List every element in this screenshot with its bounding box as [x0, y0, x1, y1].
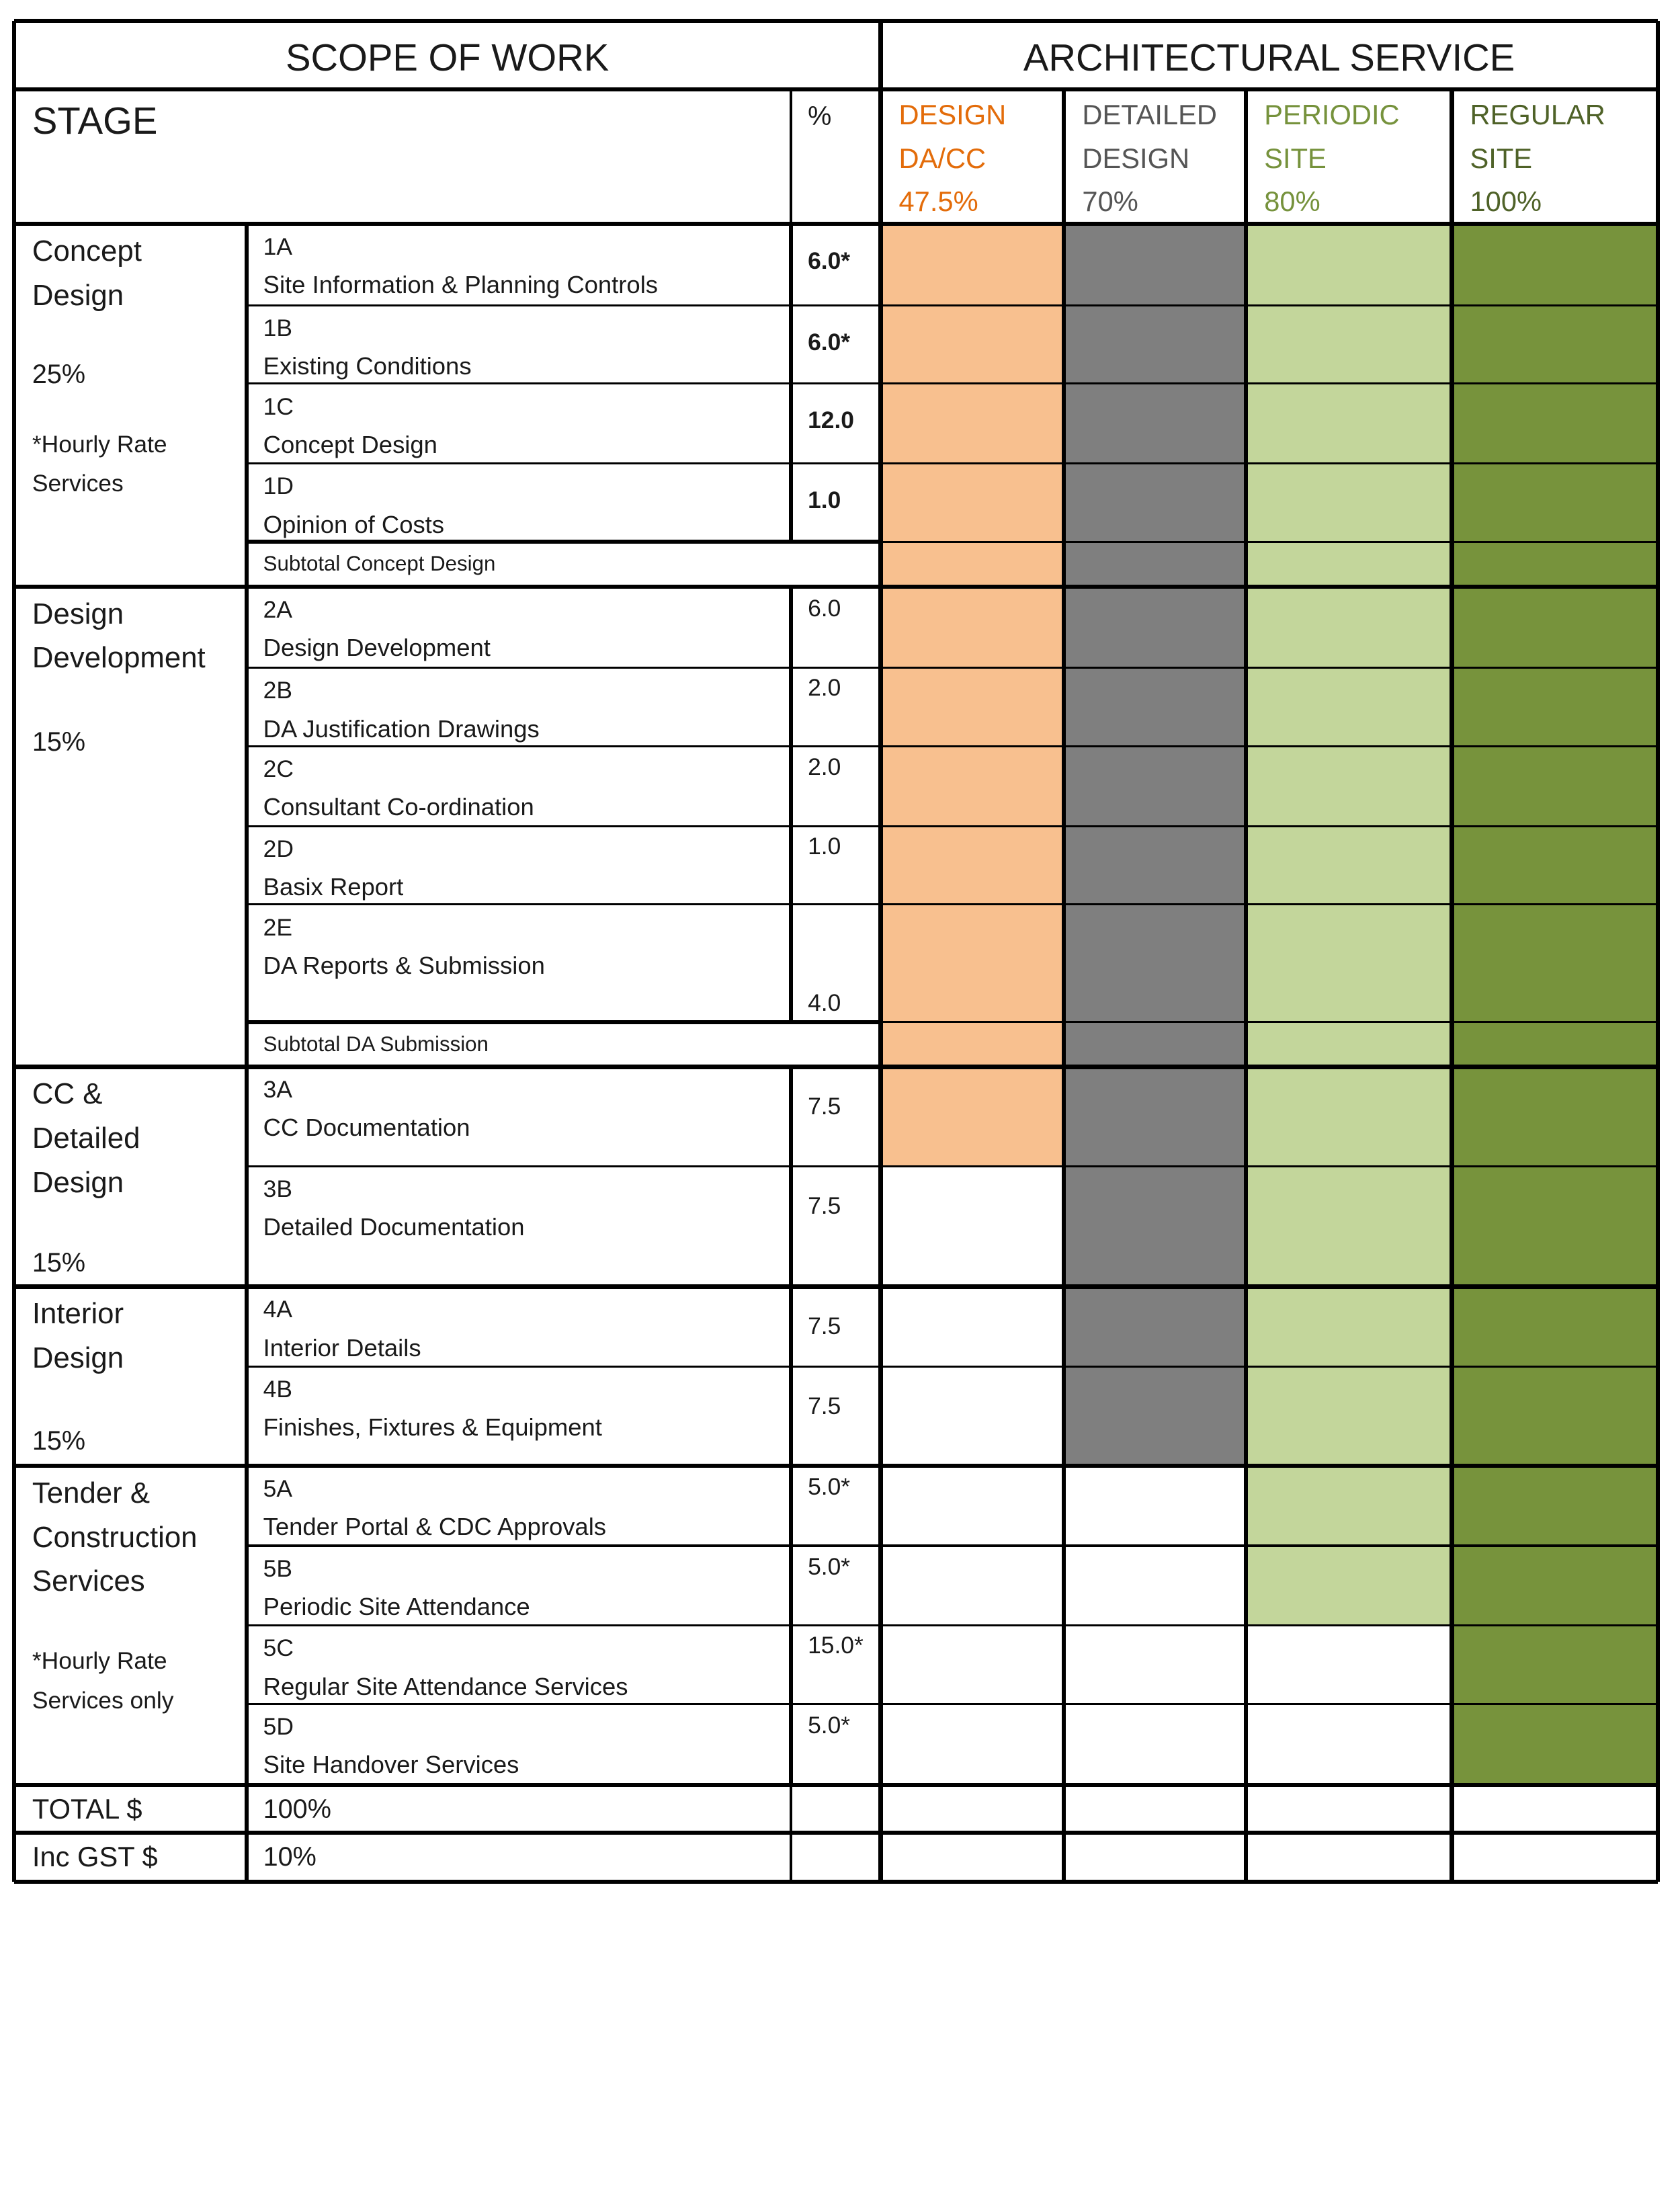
service-fill-4: [1452, 1546, 1657, 1626]
grid-line: [247, 745, 881, 747]
grid-line: [880, 1021, 1657, 1023]
item-name: DA Justification Drawings: [263, 714, 540, 743]
service-fill-3: [1246, 1067, 1452, 1167]
service-fill-3: [1246, 305, 1452, 384]
item-name: Concept Design: [263, 430, 437, 458]
service-fill-1: [880, 224, 1064, 305]
service-fill-3: [1246, 1366, 1452, 1466]
service-fill-2: [1064, 668, 1246, 747]
grid-line: [880, 1066, 1657, 1068]
service-fill-2: [1064, 1022, 1246, 1067]
service-fill-2: [1064, 224, 1246, 305]
stage-name: Design: [32, 1341, 124, 1374]
service-fill-2: [1064, 746, 1246, 826]
service-fill-3: [1246, 464, 1452, 542]
item-percent: 4.0: [808, 989, 841, 1016]
item-name: Site Information & Planning Controls: [263, 271, 659, 299]
grid-line: [880, 903, 1657, 905]
service-percent: 70%: [1082, 185, 1138, 218]
service-fill-4: [1452, 746, 1657, 826]
service-percent: 100%: [1470, 185, 1542, 218]
grid-line: [878, 21, 882, 1882]
item-code: 1B: [263, 314, 292, 341]
grid-line: [247, 1703, 881, 1705]
grid-line: [1062, 89, 1066, 1882]
service-fill-3: [1246, 542, 1452, 587]
item-percent: 6.0*: [808, 247, 851, 274]
grid-line: [880, 1165, 1657, 1167]
item-code: 3A: [263, 1076, 292, 1104]
service-name-line1: DESIGN: [898, 99, 1007, 130]
grid-line: [14, 222, 1658, 226]
stage-percent: 15%: [32, 1426, 86, 1456]
total-value: 100%: [263, 1794, 331, 1824]
service-fill-2: [1064, 1366, 1246, 1466]
total-label: TOTAL $: [32, 1792, 142, 1825]
item-code: 4A: [263, 1296, 292, 1323]
item-percent: 6.0*: [808, 328, 851, 356]
service-fill-4: [1452, 1166, 1657, 1286]
stage-note: Services only: [32, 1686, 174, 1714]
service-fill-2: [1064, 464, 1246, 542]
stage-note: *Hourly Rate: [32, 1647, 167, 1675]
grid-line: [789, 1067, 793, 1287]
grid-line: [247, 903, 881, 905]
service-fill-4: [1452, 1704, 1657, 1785]
stage-name: CC &: [32, 1077, 103, 1111]
service-fill-2: [1064, 542, 1246, 587]
service-percent: 80%: [1264, 185, 1320, 218]
service-fill-1: [880, 1067, 1064, 1167]
item-name: Basix Report: [263, 873, 404, 901]
grid-line: [880, 541, 1657, 543]
total-label: Inc GST $: [32, 1840, 158, 1872]
grid-line: [14, 1783, 1658, 1787]
grid-line: [14, 1880, 1658, 1884]
item-name: Existing Conditions: [263, 352, 472, 380]
service-fill-4: [1452, 1626, 1657, 1704]
item-name: Regular Site Attendance Services: [263, 1672, 628, 1700]
item-code: 2D: [263, 835, 294, 862]
service-fill-1: [880, 746, 1064, 826]
grid-line: [247, 667, 881, 669]
stage-name: Construction: [32, 1520, 198, 1554]
grid-line: [247, 382, 881, 384]
service-fill-3: [1246, 905, 1452, 1022]
stage-percent: 15%: [32, 727, 86, 757]
item-code: 1C: [263, 392, 294, 420]
grid-line: [245, 224, 249, 1882]
item-percent: 1.0: [808, 832, 841, 860]
item-percent: 2.0: [808, 753, 841, 780]
grid-line: [247, 462, 881, 464]
service-fill-2: [1064, 826, 1246, 905]
grid-line: [247, 1366, 881, 1368]
grid-line: [1244, 89, 1248, 1882]
stage-name: Tender &: [32, 1477, 151, 1509]
item-code: 4B: [263, 1376, 292, 1403]
service-fill-3: [1246, 384, 1452, 464]
grid-line: [247, 825, 881, 827]
stage-percent: 25%: [32, 359, 86, 389]
service-fill-4: [1452, 542, 1657, 587]
grid-line: [247, 304, 881, 306]
grid-line: [12, 21, 16, 1882]
item-name: Periodic Site Attendance: [263, 1592, 530, 1620]
service-name-line2: SITE: [1264, 142, 1327, 174]
service-fill-2: [1064, 305, 1246, 384]
service-fill-1: [880, 542, 1064, 587]
service-fill-3: [1246, 1166, 1452, 1286]
item-name: Tender Portal & CDC Approvals: [263, 1513, 607, 1541]
service-fill-1: [880, 384, 1064, 464]
grid-line: [880, 585, 1657, 587]
stage-name: Design: [32, 1165, 124, 1199]
service-name-line2: SITE: [1470, 142, 1533, 174]
stage-name: Design: [32, 597, 124, 630]
grid-line: [1656, 21, 1660, 1882]
item-name: Detailed Documentation: [263, 1213, 525, 1241]
item-name: Design Development: [263, 633, 491, 661]
item-code: 1A: [263, 233, 292, 260]
grid-line: [789, 587, 793, 1022]
item-code: 3B: [263, 1175, 292, 1203]
grid-line: [880, 745, 1657, 747]
stage-name: Concept: [32, 235, 142, 268]
service-fill-3: [1246, 1546, 1452, 1626]
grid-line: [247, 540, 881, 544]
total-value: 10%: [263, 1841, 317, 1872]
grid-line: [14, 19, 1658, 23]
service-fill-4: [1452, 224, 1657, 305]
architectural-service-title: ARCHITECTURAL SERVICE: [1023, 36, 1515, 79]
item-code: 2B: [263, 677, 292, 704]
service-fill-4: [1452, 587, 1657, 668]
grid-line: [14, 1464, 1658, 1468]
service-fill-1: [880, 587, 1064, 668]
grid-line: [880, 1544, 1657, 1546]
service-percent: 47.5%: [898, 185, 978, 218]
stage-note: Services: [32, 470, 124, 497]
grid-line: [880, 825, 1657, 827]
grid-line: [880, 1703, 1657, 1705]
item-name: Opinion of Costs: [263, 510, 445, 538]
item-name: Interior Details: [263, 1333, 421, 1362]
item-percent: 7.5: [808, 1192, 841, 1220]
service-fill-4: [1452, 1287, 1657, 1367]
stage-name: Detailed: [32, 1121, 140, 1155]
subtotal-label: Subtotal DA Submission: [263, 1032, 489, 1056]
item-name: CC Documentation: [263, 1114, 470, 1142]
service-fill-3: [1246, 826, 1452, 905]
service-fill-1: [880, 905, 1064, 1022]
service-fill-3: [1246, 1022, 1452, 1067]
service-fill-1: [880, 305, 1064, 384]
service-fill-4: [1452, 464, 1657, 542]
grid-line: [14, 87, 1658, 91]
service-fill-2: [1064, 1287, 1246, 1367]
subtotal-label: Subtotal Concept Design: [263, 551, 496, 575]
service-fill-3: [1246, 668, 1452, 747]
service-fill-4: [1452, 384, 1657, 464]
service-fill-4: [1452, 1067, 1657, 1167]
grid-line: [14, 1831, 1658, 1835]
service-fill-2: [1064, 587, 1246, 668]
item-code: 2C: [263, 755, 294, 783]
service-fill-4: [1452, 1022, 1657, 1067]
service-fill-4: [1452, 905, 1657, 1022]
grid-line: [14, 1284, 1658, 1288]
service-fill-1: [880, 826, 1064, 905]
item-code: 5B: [263, 1554, 292, 1582]
service-fill-1: [880, 668, 1064, 747]
item-code: 2A: [263, 595, 292, 623]
grid-line: [1450, 89, 1454, 1882]
stage-percent: 15%: [32, 1248, 86, 1278]
service-fill-4: [1452, 668, 1657, 747]
stage-name: Design: [32, 278, 124, 312]
grid-line: [880, 1366, 1657, 1368]
stage-name: Services: [32, 1565, 145, 1598]
service-fill-4: [1452, 1366, 1657, 1466]
item-code: 5A: [263, 1474, 292, 1502]
item-code: 2E: [263, 913, 292, 941]
stage-header: STAGE: [32, 99, 158, 142]
stage-name: Interior: [32, 1297, 124, 1331]
service-name-line1: PERIODIC: [1264, 99, 1400, 130]
grid-line: [789, 1287, 793, 1466]
service-fill-2: [1064, 1067, 1246, 1167]
scope-of-work-title: SCOPE OF WORK: [285, 36, 610, 79]
service-fill-3: [1246, 746, 1452, 826]
service-fill-4: [1452, 826, 1657, 905]
grid-line: [790, 89, 792, 224]
item-code: 5C: [263, 1634, 294, 1662]
grid-line: [880, 462, 1657, 464]
item-percent: 6.0: [808, 594, 841, 622]
service-fill-2: [1064, 905, 1246, 1022]
item-percent: 5.0*: [808, 1712, 851, 1739]
stage-note: *Hourly Rate: [32, 430, 167, 458]
service-fill-1: [880, 464, 1064, 542]
service-name-line2: DESIGN: [1082, 142, 1190, 174]
service-fill-2: [1064, 384, 1246, 464]
item-percent: 2.0: [808, 674, 841, 702]
grid-line: [880, 382, 1657, 384]
item-percent: 7.5: [808, 1313, 841, 1340]
service-name-line1: REGULAR: [1470, 99, 1605, 130]
grid-line: [880, 1624, 1657, 1626]
grid-line: [880, 667, 1657, 669]
grid-line: [247, 1165, 881, 1167]
grid-line: [247, 1544, 881, 1546]
item-code: 5D: [263, 1713, 294, 1741]
item-name: Finishes, Fixtures & Equipment: [263, 1413, 602, 1442]
item-percent: 5.0*: [808, 1552, 851, 1580]
item-percent: 12.0: [808, 407, 854, 434]
item-name: Site Handover Services: [263, 1751, 519, 1779]
item-percent: 7.5: [808, 1393, 841, 1419]
service-fill-2: [1064, 1166, 1246, 1286]
service-name-line1: DETAILED: [1082, 99, 1218, 130]
grid-line: [880, 304, 1657, 306]
item-percent: 7.5: [808, 1093, 841, 1120]
service-fill-3: [1246, 224, 1452, 305]
service-fill-4: [1452, 1466, 1657, 1546]
stage-name: Development: [32, 641, 206, 675]
grid-line: [247, 1020, 881, 1024]
percent-header: %: [808, 101, 832, 132]
item-percent: 15.0*: [808, 1632, 864, 1659]
service-fill-4: [1452, 305, 1657, 384]
service-fill-3: [1246, 1466, 1452, 1546]
service-fill-3: [1246, 1287, 1452, 1367]
grid-line: [247, 1624, 881, 1626]
item-percent: 5.0*: [808, 1472, 851, 1500]
item-name: DA Reports & Submission: [263, 951, 545, 979]
item-code: 1D: [263, 472, 294, 500]
service-fill-1: [880, 1022, 1064, 1067]
service-fill-3: [1246, 587, 1452, 668]
service-name-line2: DA/CC: [898, 142, 986, 174]
item-percent: 1.0: [808, 487, 841, 514]
item-name: Consultant Co-ordination: [263, 793, 534, 821]
